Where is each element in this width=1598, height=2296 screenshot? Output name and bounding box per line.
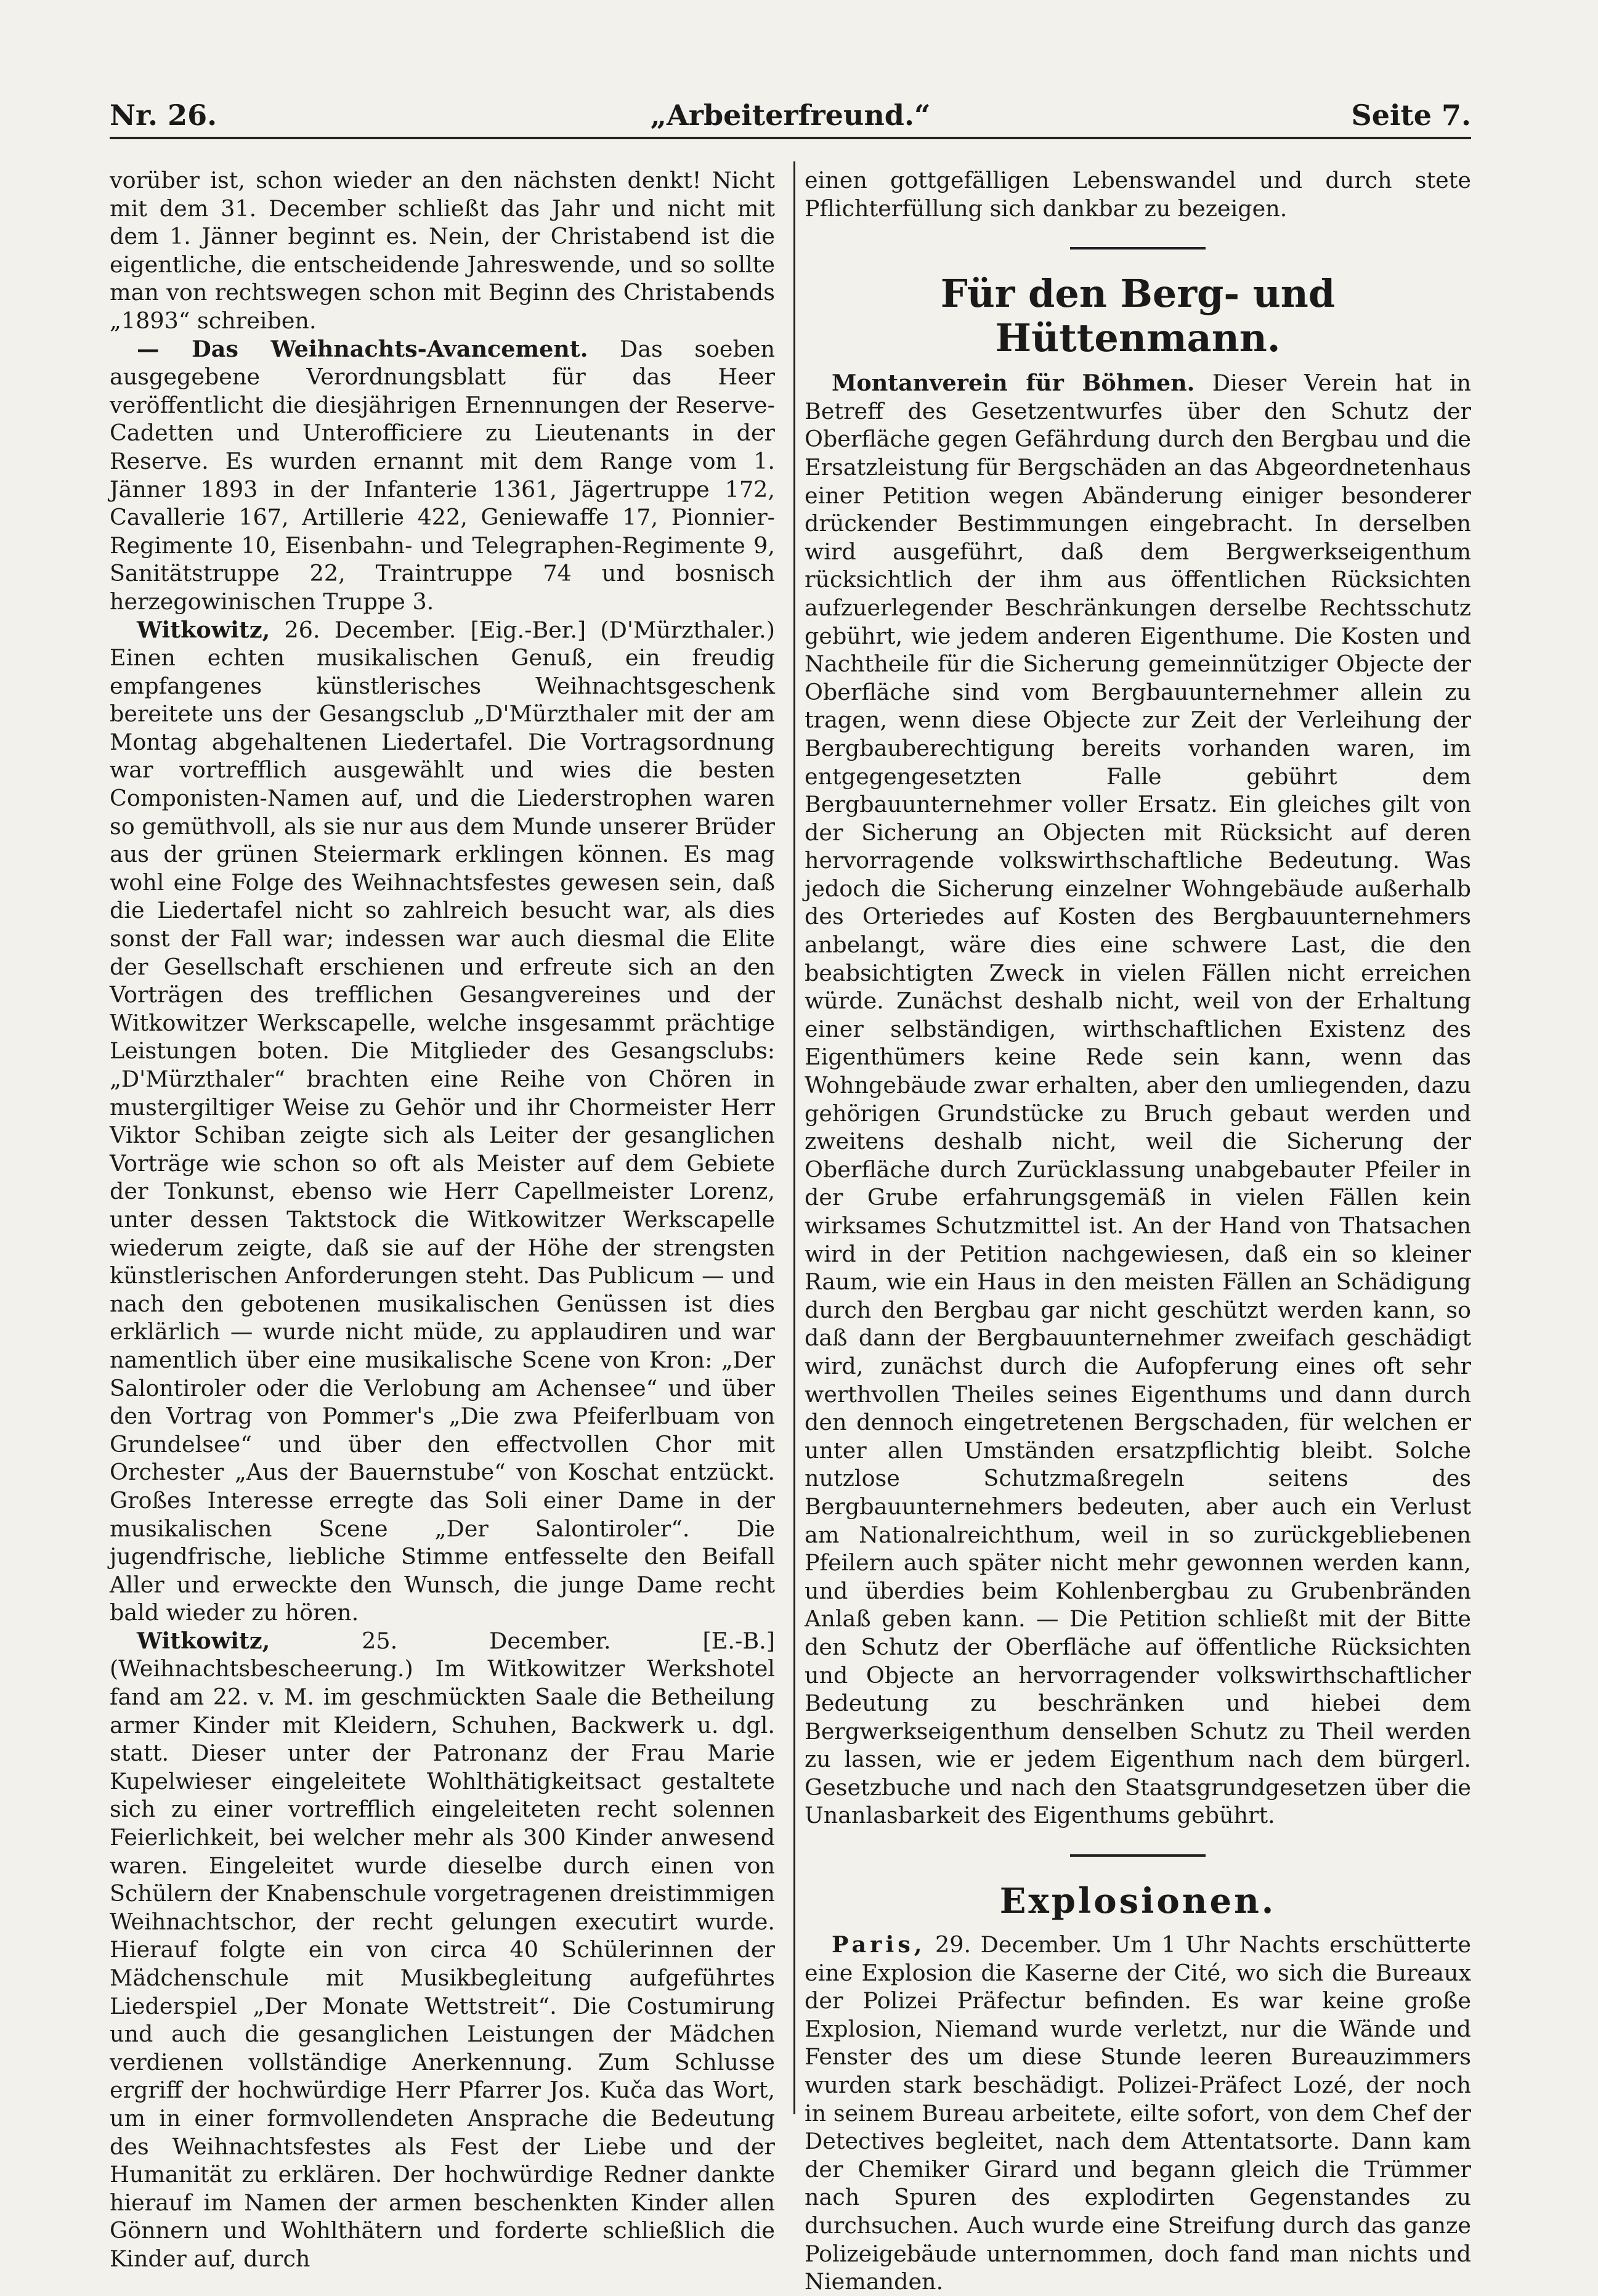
article-dateline: Witkowitz,: [137, 616, 270, 643]
article-continuation: einen gottgefälligen Lebenswandel und durch stete Pflichterfüllung sich dankbar zu bezeigen.: [805, 167, 1471, 222]
article-montanverein: [805, 369, 1471, 1830]
article-headline: Montanverein für Böhmen.: [832, 370, 1195, 397]
newspaper-title: „Arbeiterfreund.“: [650, 99, 931, 132]
article-witkowitz-muerzthaler: [110, 616, 775, 1627]
article-headline: — Das Weihnachts-Avancement.: [137, 335, 588, 362]
article-body: 25. December. [E.-B.] (Weihnachtsbescheerung.) Im Witkowitzer Werkshotel fand am 22. v. M. im geschmückten Saale die Betheilung armer Kinder mit Kleidern, Schuhen, Backwerk u. dgl. statt. Dieser unter der Patronanz der Frau Marie Kupelwieser eingeleitete Wohlthätigkeitsact gestaltete sich zu einer vortrefflich eingeleiteten recht solennen Feierlichkeit, bei welcher mehr als 300 Kinder anwesend waren. Eingeleitet wurde dieselbe durch einen von Schülern der Knabenschule vorgetragenen dreistimmigen Weihnachtschor, der recht gelungen executirt wurde. Hierauf folgte ein von circa 40 Schülerinnen der Mädchenschule mit Musikbegleitung aufgeführtes Liederspiel „Der Monate Wettstreit“. Die Costumirung und auch die gesanglichen Leistungen der Mädchen verdienen vollständige Anerkennung. Zum Schlusse ergriff der hochwürdige Herr Pfarrer Jos. Kuča das Wort, um in einer formvollendeten Ansprache die Bedeutung des Weihnachtsfestes als Fest der Liebe und der Humanität zu erklären. Der hochwürdige Redner dankte hierauf im Namen der armen beschenkten Kinder allen Gönnern und Wohlthätern und forderte schließlich die Kinder auf, durch: [110, 1627, 775, 2272]
article-witkowitz-bescheerung: [110, 1627, 775, 2273]
article-dateline: Witkowitz,: [137, 1627, 270, 1654]
section-title-bergbau: Für den Berg- und Hüttenmann.: [940, 271, 1336, 361]
article-body: Das soeben ausgegebene Verordnungsblatt für das Heer veröffentlicht die diesjährigen Ernennungen der Reserve-Cadetten und Unterofficiere zu Lieutenants in der Reserve. Es wurden ernannt mit dem Range vom 1. Jänner 1893 in der Infanterie 1361, Jägertruppe 172, Cavallerie 167, Artillerie 422, Geniewaffe 17, Pionnier-Regimente 10, Eisenbahn- und Telegraphen-Regimente 9, Sanitätstruppe 22, Traintruppe 74 und bosnisch herzegowinischen Truppe 3.: [110, 335, 775, 615]
article-dateline: Paris,: [832, 1931, 926, 1958]
issue-number: Nr. 26.: [110, 99, 217, 132]
page-number: Seite 7.: [1351, 99, 1471, 132]
article-body: Dieser Verein hat in Betreff des Gesetzentwurfes über den Schutz der Oberfläche gegen Gefährdung durch den Bergbau und die Ersatzleistung für Bergschäden an das Abgeordnetenhaus einer Petition wegen Abänderung einiger besonderer drückender Bestimmungen eingebracht. In derselben wird ausgeführt, daß dem Bergwerkseigenthum rücksichtlich der ihm aus öffentlichen Rücksichten aufzuerlegender Beschränkungen derselbe Rechtsschutz gebührt, wie jedem anderen Eigenthume. Die Kosten und Nachtheile für die Sicherung gemeinnütziger Objecte der Oberfläche sind vom Bergbauunternehmer allein zu tragen, wenn diese Objecte zur Zeit der Verleihung der Bergbauberechtigung bereits vorhanden waren, im entgegengesetzten Falle gebührt dem Bergbauunternehmer voller Ersatz. Ein gleiches gilt von der Sicherung an Objecten mit Rücksicht auf deren hervorragende volkswirthschaftliche Bedeutung. Was jedoch die Sicherung einzelner Wohngebäude außerhalb des Orteriedes auf Kosten des Bergbauunternehmers anbelangt, wäre dies eine schwere Last, die den beabsichtigten Zweck in vielen Fällen nicht erreichen würde. Zunächst deshalb nicht, weil von der Erhaltung einer selbständigen, wirthschaftlichen Existenz des Eigenthümers keine Rede sein kann, wenn das Wohngebäude zwar erhalten, aber den umliegenden, dazu gehörigen Grundstücke zu Bruch gebaut werden und zweitens deshalb nicht, weil die Sicherung der Oberfläche durch Zurücklassung unabgebauter Pfeiler in der Grube erfahrungsgemäß in vielen Fällen kein wirksames Schutzmittel ist. An der Hand von Thatsachen wird in der Petition nachgewiesen, daß ein so kleiner Raum, wie ein Haus in den meisten Fällen an Schädigung durch den Bergbau gar nicht geschützt werden kann, so daß dann der Bergbauunternehmer zweifach geschädigt wird, zunächst durch die Aufopferung eines oft sehr werthvollen Theiles seines Eigenthums und dann durch den dennoch eingetretenen Bergschaden, für welchen er unter allen Umständen ersatzpflichtig bleibt. Solche nutzlose Schutzmaßregeln seitens des Bergbauunternehmers bedeuten, aber auch ein Verlust am Nationalreichthum, weil in so zurückgebliebenen Pfeilern auch später nicht mehr gewonnen werden kann, und überdies beim Kohlenbergbau zu Grubenbränden Anlaß geben kann. — Die Petition schließt mit der Bitte den Schutz der Oberfläche auf öffentliche Rücksichten und Objecte an hervorragender volkswirthschaftlicher Bedeutung zu beschränken und hiebei dem Bergwerkseigenthum denselben Schutz zu Theil werden zu lassen, wie er jedem Eigenthum nach dem bürgerl. Gesetzbuche und nach den Staatsgrundgesetzen über die Unanlasbarkeit des Eigenthums gebührt.: [805, 370, 1472, 1829]
left-column: [110, 166, 775, 2273]
section-rule: [1070, 247, 1206, 249]
section-title-explosionen: Explosionen.: [999, 1881, 1276, 1922]
article-body: 26. December. [Eig.-Ber.] (D'Mürzthaler.) Einen echten musikalischen Genuß, ein freudig empfangenes künstlerisches Weihnachtsgeschenk bereitete uns der Gesangsclub „D'Mürzthaler mit der am Montag abgehaltenen Liedertafel. Die Vortragsordnung war vortrefflich ausgewählt und wies die besten Componisten-Namen auf, und die Liederstrophen waren so gemüthvoll, als sie nur aus dem Munde unserer Brüder aus der grünen Steiermark erklingen können. Es mag wohl eine Folge des Weihnachtsfestes gewesen sein, daß die Liedertafel nicht so zahlreich besucht war, als dies sonst der Fall war; indessen war auch diesmal die Elite der Gesellschaft erschienen und erfreute sich an den Vorträgen des trefflichen Gesangvereines und der Witkowitzer Werkscapelle, welche insgesammt prächtige Leistungen boten. Die Mitglieder des Gesangsclubs: „D'Mürzthaler“ brachten eine Reihe von Chören in mustergiltiger Weise zu Gehör und ihr Chormeister Herr Viktor Schiban zeigte sich als Leiter der gesanglichen Vorträge wie schon so oft als Meister auf dem Gebiete der Tonkunst, ebenso wie Herr Capellmeister Lorenz, unter dessen Taktstock die Witkowitzer Werkscapelle wiederum zeigte, daß sie auf der Höhe der strengsten künstlerischen Anforderungen steht. Das Publicum — und nach den gebotenen musikalischen Genüssen ist dies erklärlich — wurde nicht müde, zu applaudiren und war namentlich über eine musikalische Scene von Kron: „Der Salontiroler oder die Verlobung am Achensee“ und über den Vortrag von Pommer's „Die zwa Pfeiferlbuam von Grundelsee“ und über den effectvollen Chor mit Orchester „Aus der Bauernstube“ von Koschat entzückt. Großes Interesse erregte das Soli einer Dame in der musikalischen Scene „Der Salontiroler“. Die jugendfrische, liebliche Stimme entfesselte den Beifall Aller und erweckte den Wunsch, die junge Dame recht bald wieder zu hören.: [110, 616, 775, 1626]
page-header: [110, 99, 1471, 142]
article-paris-explosion: [805, 1931, 1471, 2296]
column-divider: [793, 161, 795, 2114]
right-column: [805, 166, 1471, 2296]
article-continuation: vorüber ist, schon wieder an den nächsten denkt! Nicht mit dem 31. December schließt das Jahr und nicht mit dem 1. Jänner beginnt es. Nein, der Christabend ist die eigentliche, die entscheidende Jahreswende, und so sollte man von rechtswegen schon mit Beginn des Christabends „1893“ schreiben.: [110, 167, 775, 334]
article-body: 29. December. Um 1 Uhr Nachts erschütterte eine Explosion die Kaserne der Cité, wo sich die Bureaux der Polizei Präfectur befinden. Es war keine große Explosion, Niemand wurde verletzt, nur die Wände und Fenster des um diese Stunde leeren Bureauzimmers wurden stark beschädigt. Polizei-Präfect Lozé, der noch in seinem Bureau arbeitete, eilte sofort, von dem Chef der Detectives begleitet, nach dem Attentatsorte. Dann kam der Chemiker Girard und begann gleich die Trümmer nach Spuren des explodirten Gegenstandes zu durchsuchen. Auch wurde eine Streifung durch das ganze Polizeigebäude unternommen, doch fand man nichts und Niemanden.: [805, 1931, 1471, 2295]
header-rule: [110, 137, 1471, 139]
article-weihnachts-avancement: [110, 335, 775, 616]
section-rule: [1070, 1854, 1206, 1857]
